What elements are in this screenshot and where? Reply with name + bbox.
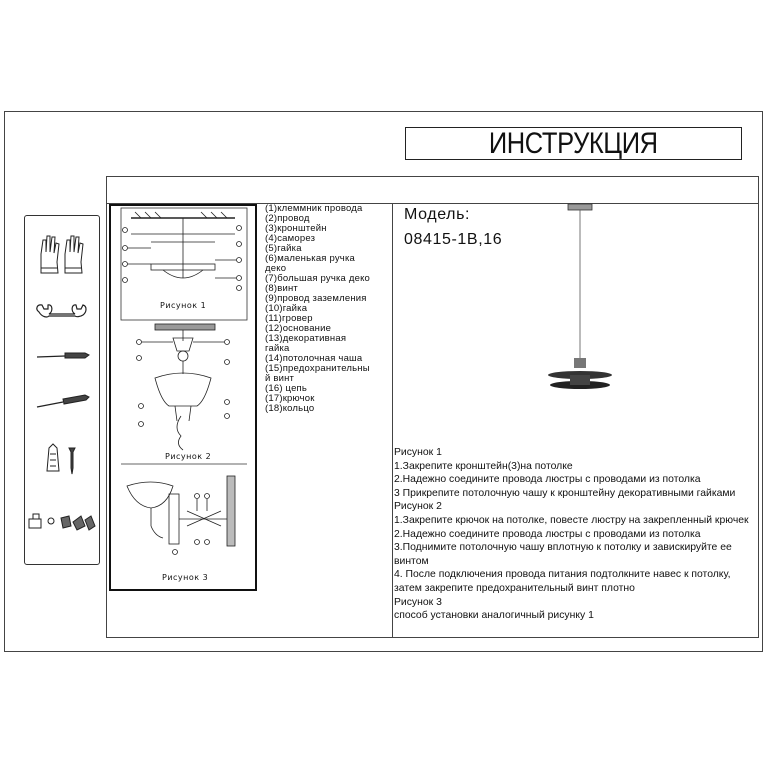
part-item: (4)саморез [265,233,316,244]
part-item: (1)клеммник провода [265,203,363,214]
figure-3-label: Рисунок 3 [162,573,209,582]
page-title: ИНСТРУКЦИЯ [405,127,742,160]
tools-illustration [25,216,101,566]
part-item: (13)декоративная [265,333,347,344]
part-item: гайка [265,343,290,354]
instruction-line: 3 Прикрепите потолочную чашу к кронштейну декоративными гайками [394,487,736,499]
assembly-diagrams [111,206,255,589]
part-item: (17)крючок [265,393,315,404]
instruction-line: Рисунок 2 [394,501,442,513]
part-item: (2)провод [265,213,310,224]
part-item: (9)провод заземления [265,293,367,304]
screw-anchor-icon [47,444,75,474]
instruction-line: способ установки аналогичный рисунку 1 [394,610,594,622]
instruction-line: затем закрепите предохранительный винт плотно [394,582,635,594]
screwdriver-icon [37,395,89,407]
part-item: (14)потолочная чаша [265,353,363,364]
instruction-line: Рисунок 3 [394,596,442,608]
model-block [404,202,502,252]
pendant-lamp-illustration [540,200,620,400]
figure-2-label: Рисунок 2 [165,452,212,461]
instruction-line: Рисунок 1 [394,447,442,458]
figures-panel [109,204,257,591]
part-item: (15)предохранительны [265,363,370,374]
figure-1-label: Рисунок 1 [160,301,207,310]
screwdriver-icon [37,353,89,358]
instruction-line: 1.Закрепите кронштейн(3)на потолке [394,460,573,472]
part-item: (10)гайка [265,303,308,314]
instructions-text [394,446,759,623]
tools-panel [24,215,100,565]
instruction-line: 2.Надежно соедините провода люстры с проводами из потолка [394,528,701,540]
part-item: (16) цепь [265,383,308,394]
figure-2-diagram [137,324,230,450]
gloves-icon [41,236,83,273]
part-item: (3)кронштейн [265,223,327,234]
figure-3-diagram [127,476,235,555]
instruction-line: 1.Закрепите крючок на потолке, повесте люстру на закрепленный крючек [394,514,749,526]
part-item: (6)маленькая ручка [265,253,356,264]
instruction-line: 3.Поднимите потолочную чашу вплотную к потолку и завискируйте ее [394,542,732,554]
part-item: (7)большая ручка деко [265,273,371,284]
instruction-line: 2.Надежно соедините провода люстры с проводами из потолка [394,474,701,486]
part-item: (5)гайка [265,243,302,254]
model-number: 08415-1B,16 [404,231,503,248]
part-item: (12)основание [265,323,332,334]
wrench-icon [37,305,86,317]
parts-list [265,204,395,414]
part-item: (11)гровер [265,313,313,324]
part-item: (18)кольцо [265,403,315,414]
instruction-line: 4. После подключения провода питания подтолкните навес к потолку, [394,569,731,581]
part-item: (8)винт [265,283,298,294]
part-item: й винт [265,373,295,384]
instruction-line: винтом [394,555,429,567]
model-label: Модель: [404,206,471,223]
part-item: деко [265,263,287,274]
connectors-icon [29,514,95,530]
